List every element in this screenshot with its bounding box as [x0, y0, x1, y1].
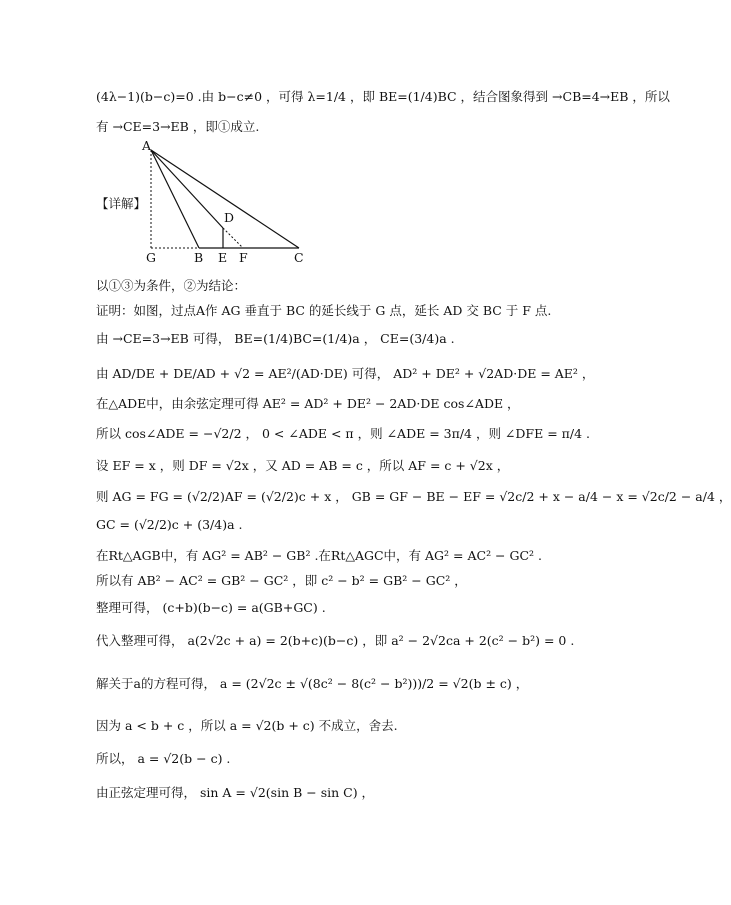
ad-segment: [151, 150, 223, 228]
detail-label: 【详解】: [96, 196, 147, 211]
geometry-figure: [96, 138, 346, 266]
text-line-1: (4λ−1)(b−c)=0 .由 b−c≠0 ，可得 λ=1/4 ，即 BE=(1/4)BC ，结合图象得到 →CB=4→EB ，所以: [96, 89, 670, 104]
text-line-9: 设 EF = x ，则 DF = √2x ，又 AD = AB = c ，所以 AF = c + √2x ，: [96, 458, 510, 473]
text-line-18: 所以， a = √2(b − c) .: [96, 751, 231, 766]
text-line-14: 整理可得， (c+b)(b−c) = a(GB+GC) .: [96, 600, 326, 615]
text-line-13: 所以有 AB² − AC² = GB² − GC² ，即 c² − b² = GB² − GC² ，: [96, 573, 467, 588]
text-line-19: 由正弦定理可得， sin A = √2(sin B − sin C) ，: [96, 785, 375, 800]
label-a: A: [142, 138, 152, 153]
label-g: G: [146, 250, 156, 265]
triangle-diagram: [96, 138, 346, 266]
label-e: E: [218, 250, 228, 265]
text-line-2: 有 →CE=3→EB ，即①成立.: [96, 119, 260, 134]
text-line-8: 所以 cos∠ADE = −√2/2 ， 0 < ∠ADE < π ，则 ∠ADE = 3π/4 ，则 ∠DFE = π/4 .: [96, 426, 590, 441]
label-b: B: [194, 250, 204, 265]
text-line-12: 在Rt△AGB中，有 AG² = AB² − GB² .在Rt△AGC中，有 AG² = AC² − GC² .: [96, 548, 543, 563]
label-f: F: [239, 250, 248, 265]
label-c: C: [294, 250, 304, 265]
text-line-17: 因为 a < b + c ，所以 a = √2(b + c) 不成立，舍去.: [96, 718, 398, 733]
text-line-15: 代入整理可得， a(2√2c + a) = 2(b+c)(b−c) ，即 a² − 2√2ca + 2(c² − b²) = 0 .: [96, 633, 575, 648]
text-line-6: 由 AD/DE + DE/AD + √2 = AE²/(AD·DE) 可得， AD² + DE² + √2AD·DE = AE² ，: [96, 366, 595, 381]
text-line-3: 以①③为条件，②为结论：: [96, 278, 247, 293]
label-d: D: [224, 210, 235, 225]
text-line-5: 由 →CE=3→EB 可得， BE=(1/4)BC=(1/4)a ， CE=(3/4)a .: [96, 331, 455, 346]
text-line-4: 证明：如图，过点A作 AG 垂直于 BC 的延长线于 G 点，延长 AD 交 BC 于 F 点.: [96, 303, 552, 318]
text-line-7: 在△ADE中，由余弦定理可得 AE² = AD² + DE² − 2AD·DE cos∠ADE ，: [96, 396, 520, 411]
ab-segment: [151, 150, 199, 248]
ac-segment: [151, 150, 299, 248]
text-line-11: GC = (√2/2)c + (3/4)a .: [96, 517, 243, 532]
text-line-10: 则 AG = FG = (√2/2)AF = (√2/2)c + x ， GB = GF − BE − EF = √2c/2 + x − a/4 − x = √2c/2 − a/4 ，: [96, 489, 731, 504]
text-line-16: 解关于a的方程可得， a = (2√2c ± √(8c² − 8(c² − b²)))/2 = √2(b ± c) ，: [96, 676, 529, 691]
df-dashed-segment: [223, 228, 243, 248]
